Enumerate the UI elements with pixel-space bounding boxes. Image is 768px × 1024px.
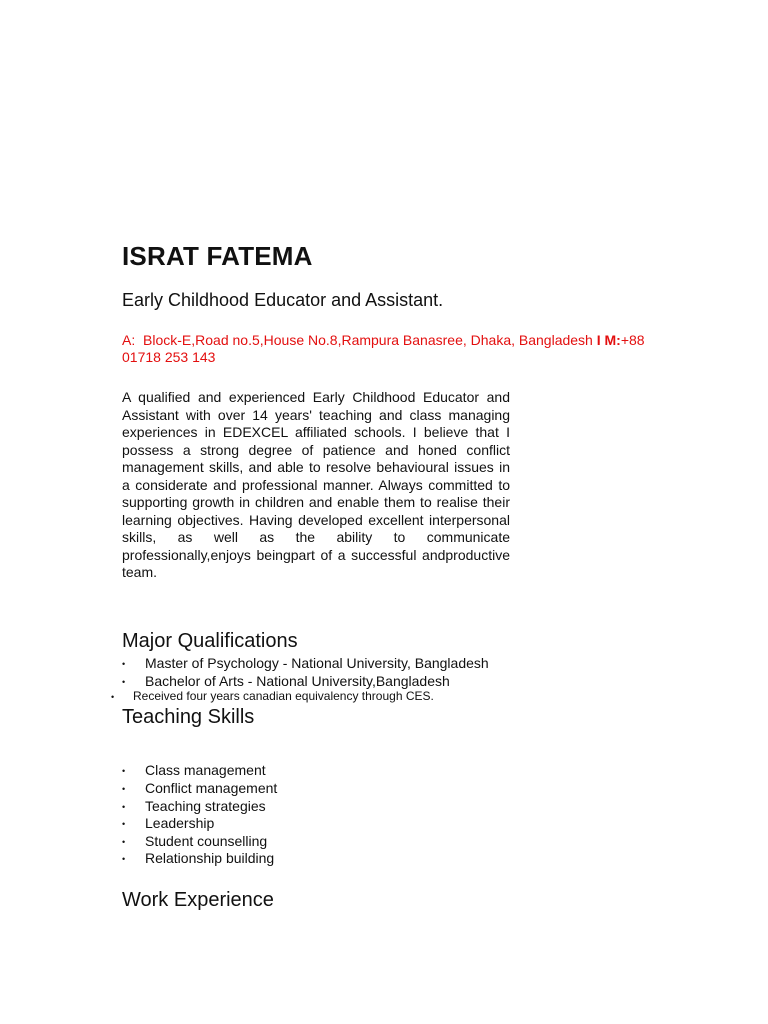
bullet-icon: •	[122, 677, 126, 687]
bullet-icon: •	[122, 659, 126, 669]
bullet-icon: •	[122, 766, 126, 776]
mobile-label: M:	[604, 332, 621, 348]
bullet-icon: •	[122, 819, 126, 829]
candidate-name: ISRAT FATEMA	[122, 241, 313, 271]
profile-summary: A qualified and experienced Early Childhood Educator and Assistant with over 14 years' teaching and class managing experiences in EDEXCEL affiliated schools. I believe that I possess a strong degree of patience and honed conflict management skills, and able to resolve behavioural issues in a considerate and professional manner. Always committed to supporting growth in children and enable them to realise their learning objectives. Having developed excellent interpersonal skills, as well as the ability to communicate professionally,enjoys beingpart of a successful andproductive team.	[122, 389, 510, 580]
job-title: Early Childhood Educator and Assistant.	[122, 290, 444, 310]
list-item: Student counselling	[145, 833, 268, 849]
mobile-prefix: +88	[620, 332, 645, 348]
list-item: Master of Psychology - National University, Bangladesh	[145, 655, 489, 671]
bullet-icon: •	[122, 854, 126, 864]
separator: I	[596, 332, 601, 348]
bullet-icon: •	[122, 802, 126, 812]
address-text: Block-E,Road no.5,House No.8,Rampura Banasree, Dhaka, Bangladesh	[143, 332, 593, 348]
address-label: A:	[122, 332, 136, 348]
bullet-icon: •	[122, 837, 126, 847]
list-item: Received four years canadian equivalency through CES.	[133, 689, 434, 703]
bullet-icon: •	[111, 692, 115, 702]
contact-info	[122, 332, 682, 366]
list-item: Teaching strategies	[145, 798, 266, 814]
list-item: Conflict management	[145, 780, 278, 796]
teaching-skills-heading: Teaching Skills	[122, 706, 255, 728]
list-item: Relationship building	[145, 850, 275, 866]
work-experience-heading: Work Experience	[122, 889, 274, 911]
list-item: Class management	[145, 762, 266, 778]
qualifications-heading: Major Qualifications	[122, 630, 298, 652]
bullet-icon: •	[122, 784, 126, 794]
list-item: Leadership	[145, 815, 215, 831]
mobile-number: 01718 253 143	[122, 349, 216, 365]
list-item: Bachelor of Arts - National University,Bangladesh	[145, 673, 450, 689]
